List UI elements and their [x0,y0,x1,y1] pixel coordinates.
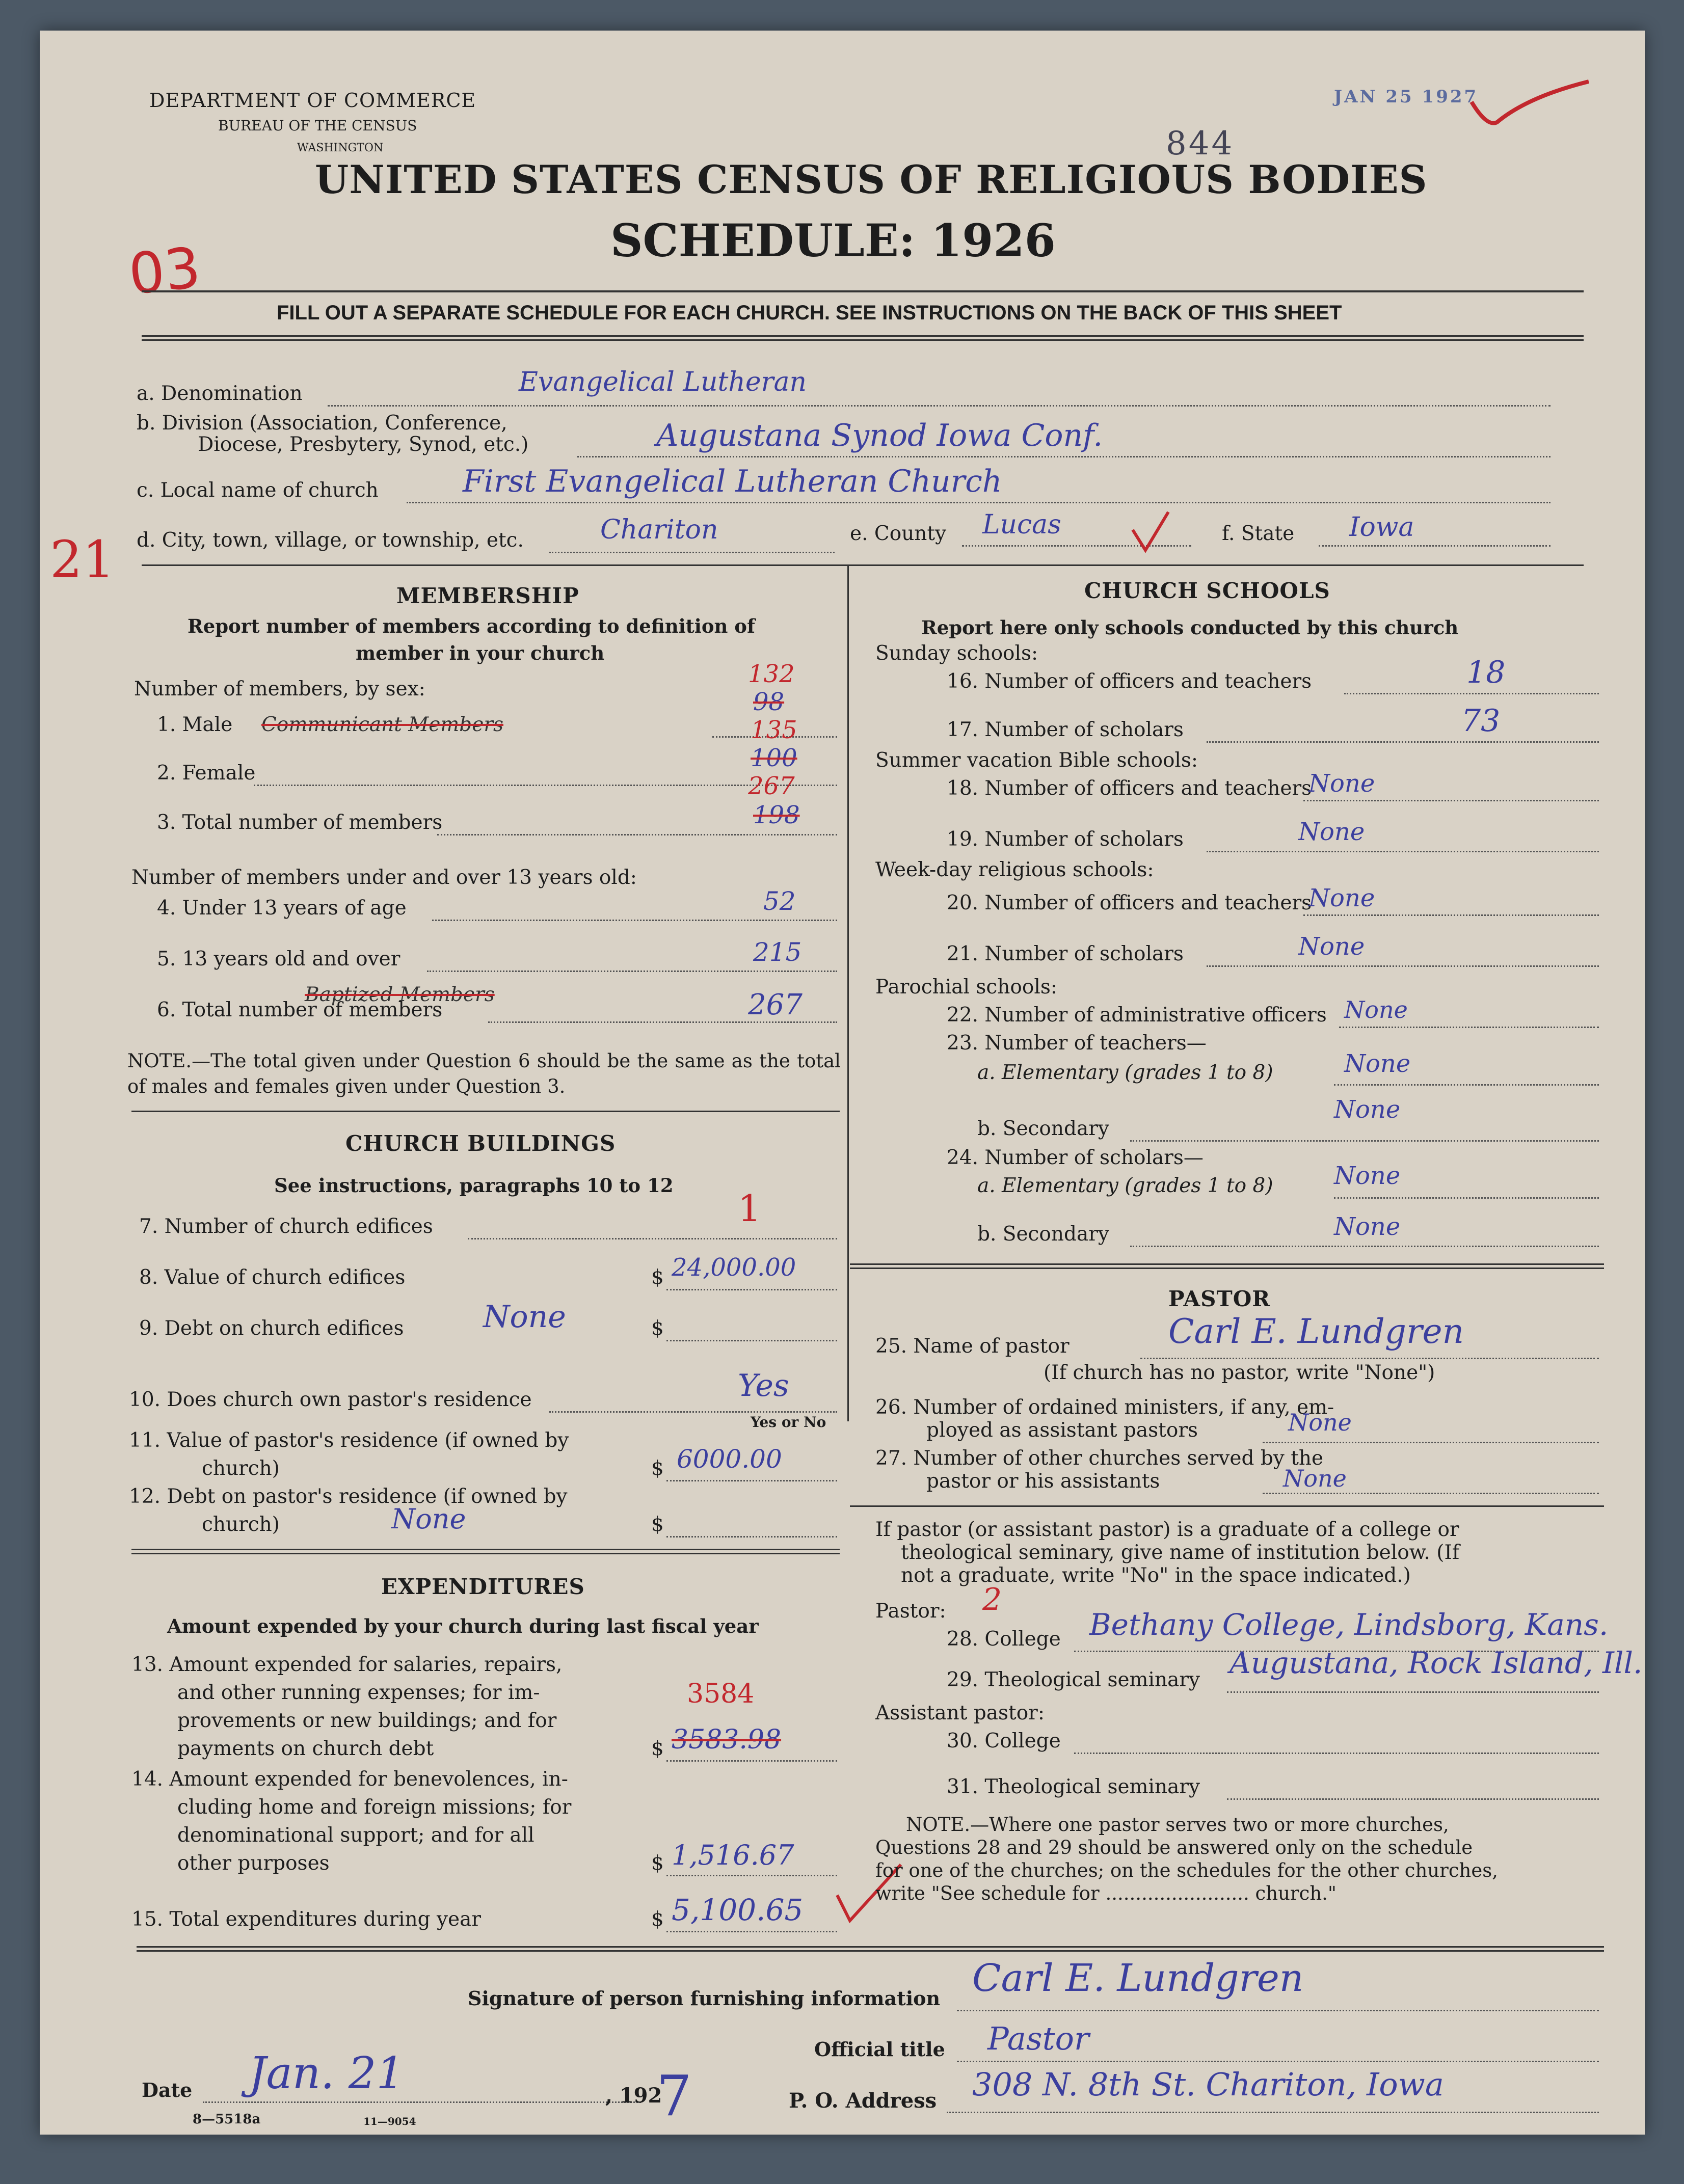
q10-yes-no-hint: Yes or No [751,1414,826,1431]
q3-total-value[interactable]: 267 [748,772,795,800]
buildings-heading: CHURCH BUILDINGS [345,1131,616,1156]
form-number: 8—5518a [193,2112,261,2127]
age-label: Number of members under and over 13 years old: [131,866,637,889]
po-address-line [947,2112,1599,2113]
q5-over-13-label: 5. 13 years old and over [157,948,400,970]
parochial-schools-label: Parochial schools: [875,976,1057,999]
q15-value[interactable]: 5,100.65 [672,1893,804,1927]
q27-label-2: pastor or his assistants [926,1470,1160,1493]
q27-label: 27. Number of other churches served by the [875,1447,1324,1470]
church-schools-sub: Report here only schools conducted by this church [921,616,1459,639]
q12-dollar: $ [651,1513,664,1536]
schedule-number-stamp: 844 [1166,125,1235,163]
q11-line [666,1480,837,1481]
q31-label: 31. Theological seminary [947,1775,1200,1798]
local-name-line [407,502,1551,503]
q13-line-4: payments on church debt [177,1737,434,1760]
division-line [577,456,1551,457]
date-label: Date [142,2079,193,2101]
buildings-sub: See instructions, paragraphs 10 to 12 [274,1174,674,1197]
official-title-line [957,2061,1599,2062]
assistant-pastor-label: Assistant pastor: [875,1702,1045,1724]
q6-total-label: 6. Total number of members [157,999,443,1021]
q4-line [432,920,837,921]
q13-line-1: 13. Amount expended for salaries, repairs, [131,1653,563,1676]
division-label: b. Division (Association, Conference, [137,412,507,435]
q29-value[interactable]: Augustana, Rock Island, Ill. [1229,1646,1643,1680]
membership-rule [131,1111,840,1112]
handwritten-code-mark: 03 [125,235,204,307]
signature-label: Signature of person furnishing information [468,1987,941,2010]
q6-line [488,1021,837,1023]
buildings-rule [131,1549,840,1550]
column-divider [847,565,849,1421]
q15-dollar: $ [651,1908,664,1931]
q20-line [1303,914,1599,916]
q23a-line [1334,1084,1599,1086]
q2-female-old-value: 100 [751,744,797,772]
q25-label: 25. Name of pastor [875,1335,1070,1358]
red-tick-icon [1130,509,1171,555]
q12-church-label: church) [202,1513,280,1536]
by-sex-label: Number of members, by sex: [134,678,425,700]
q7-edifices-value[interactable]: 1 [738,1187,761,1230]
q17-line [1207,741,1599,743]
division-label-2: Diocese, Presbytery, Synod, etc.) [198,433,529,456]
q29-line [1227,1691,1599,1693]
q29-label: 29. Theological seminary [947,1668,1200,1691]
q9-debt-value[interactable]: None [483,1299,566,1335]
q18-line [1303,800,1599,801]
header-rule-bottom-2 [142,339,1584,341]
q11-value[interactable]: 6000.00 [677,1444,782,1474]
year-printed: , 192 [605,2084,662,2108]
form-title: UNITED STATES CENSUS OF RELIGIOUS BODIES [315,157,1428,202]
q12-line [666,1536,837,1538]
pastor-mark: 2 [982,1582,1002,1617]
q13-corrected-value[interactable]: 3584 [687,1679,755,1709]
header-rule-top [142,290,1584,292]
q19-label: 19. Number of scholars [947,828,1184,851]
local-name-value[interactable]: First Evangelical Lutheran Church [463,464,1002,499]
q12-debt-label: 12. Debt on pastor's residence (if owned by [129,1485,568,1508]
q10-residence-label: 10. Does church own pastor's residence [129,1388,532,1411]
county-value[interactable]: Lucas [982,509,1061,540]
q23a-value[interactable]: None [1344,1049,1411,1078]
footer-rule [137,1946,1604,1948]
schools-rule-2 [850,1268,1604,1269]
q19-value[interactable]: None [1298,818,1365,846]
q13-line-3: provements or new buildings; and for [177,1709,557,1732]
q11-value-label: 11. Value of pastor's residence (if owned by [129,1429,569,1452]
q23b-line [1130,1140,1599,1142]
membership-note: NOTE.—The total given under Question 6 should be the same as the total of males and females given under Question 3. [127,1050,841,1097]
q20-value[interactable]: None [1308,884,1375,912]
q21-line [1207,965,1599,967]
q10-line [549,1411,837,1413]
q15-total-label: 15. Total expenditures during year [131,1908,481,1931]
separate-schedule-instruction: FILL OUT A SEPARATE SCHEDULE FOR EACH CHURCH. SEE INSTRUCTIONS ON THE BACK OF THIS SHEET [277,302,1342,324]
q13-line-2: and other running expenses; for im- [177,1681,540,1704]
q18-value[interactable]: None [1308,769,1375,798]
q5-line [427,970,837,972]
division-value[interactable]: Augustana Synod Iowa Conf. [656,418,1103,453]
footer-rule-2 [137,1950,1604,1952]
pastor-rule [850,1505,1604,1507]
q26-label: 26. Number of ordained ministers, if any, em- [875,1396,1334,1419]
q2-female-label: 2. Female [157,762,256,785]
q26-line [1263,1442,1599,1443]
q14-line-1: 14. Amount expended for benevolences, in- [131,1768,568,1791]
year-handwritten[interactable]: 7 [656,2063,692,2128]
expenditures-heading: EXPENDITURES [381,1574,585,1599]
grad-line-3: not a graduate, write "No" in the space indicated.) [901,1564,1411,1587]
q21-value[interactable]: None [1298,932,1365,961]
q11-dollar: $ [651,1457,664,1480]
county-label: e. County [850,522,947,545]
q6-struck-text: Baptized Members [305,983,495,1006]
q9-dollar: $ [651,1317,664,1340]
q4-under-13-value[interactable]: 52 [763,886,796,916]
q5-over-13-value[interactable]: 215 [753,937,802,967]
q13-value: 3583.98 [672,1724,782,1755]
q1-male-label: 1. Male [157,713,233,736]
q12-debt-value[interactable]: None [391,1503,466,1535]
q8-value[interactable]: 24,000.00 [672,1253,796,1282]
q3-total-label: 3. Total number of members [157,811,443,834]
q14-line-4: other purposes [177,1852,330,1875]
q27-value[interactable]: None [1283,1465,1347,1492]
q17-value[interactable]: 73 [1461,703,1501,739]
pastor-label: Pastor: [875,1600,946,1623]
pastor-note-2: Questions 28 and 29 should be answered only on the schedule [875,1837,1473,1858]
date-value[interactable]: Jan. 21 [249,2048,405,2099]
q22-line [1339,1027,1599,1028]
identity-rule [142,564,1584,566]
official-title-label: Official title [814,2038,945,2061]
q20-label: 20. Number of officers and teachers [947,892,1312,914]
pastor-note-4: write "See schedule for ........................ church." [875,1882,1336,1904]
q16-label: 16. Number of officers and teachers [947,670,1312,693]
q9-debt-label: 9. Debt on church edifices [139,1317,404,1340]
q30-label: 30. College [947,1730,1061,1752]
denomination-line [328,405,1551,407]
city-label: WASHINGTON [297,142,384,154]
expenditures-sub: Amount expended by your church during last fiscal year [167,1615,759,1637]
q25-pastor-name[interactable]: Carl E. Lundgren [1168,1312,1464,1351]
q1-male-value[interactable]: 132 [748,660,795,688]
q11-church-label: church) [202,1457,280,1480]
church-schools-heading: CHURCH SCHOOLS [1084,578,1330,603]
q25-hint: (If church has no pastor, write "None") [1044,1361,1435,1384]
header-rule-bottom [142,335,1584,337]
bureau-label: BUREAU OF THE CENSUS [218,117,417,134]
denomination-label: a. Denomination [137,382,303,405]
pastor-note-1: NOTE.—Where one pastor serves two or more churches, [906,1814,1449,1836]
q7-edifices-label: 7. Number of church edifices [139,1215,433,1238]
q1-struck-text: Communicant Members [261,713,503,736]
q30-line [1074,1752,1599,1754]
q31-line [1227,1798,1599,1800]
summer-schools-label: Summer vacation Bible schools: [875,749,1198,772]
membership-intro-2: member in your church [356,642,605,664]
official-title-value[interactable]: Pastor [987,2020,1089,2057]
q23b-label: b. Secondary [977,1117,1109,1140]
census-schedule-sheet [40,31,1645,2135]
q9-line [666,1340,837,1341]
q23b-value[interactable]: None [1334,1095,1401,1124]
q26-label-2: ployed as assistant pastors [926,1419,1198,1442]
q13-line [666,1760,837,1762]
q14-line-2: cluding home and foreign missions; for [177,1796,572,1819]
q2-female-value[interactable]: 135 [751,716,797,744]
state-line [1319,545,1551,547]
q24b-label: b. Secondary [977,1223,1109,1246]
q17-label: 17. Number of scholars [947,718,1184,741]
q16-line [1344,693,1599,694]
grad-line-1: If pastor (or assistant pastor) is a graduate of a college or [875,1518,1459,1541]
q24b-value[interactable]: None [1334,1212,1401,1241]
membership-heading: MEMBERSHIP [396,583,579,608]
q14-line [666,1875,837,1876]
q16-value[interactable]: 18 [1466,655,1506,690]
q24a-line [1334,1197,1599,1199]
weekday-schools-label: Week-day religious schools: [875,858,1154,881]
q8-dollar: $ [651,1266,664,1289]
q4-under-13-label: 4. Under 13 years of age [157,897,407,920]
q24a-value[interactable]: None [1334,1162,1401,1190]
q22-label: 22. Number of administrative officers [947,1004,1327,1027]
q23a-label: a. Elementary (grades 1 to 8) [977,1061,1273,1084]
q8-line [666,1289,837,1290]
schools-rule [850,1263,1604,1265]
received-date-stamp: JAN 25 1927 [1334,87,1479,107]
pastor-heading: PASTOR [1168,1286,1271,1311]
buildings-rule-2 [131,1553,840,1554]
signature-value[interactable]: Carl E. Lundgren [972,1956,1304,2000]
q8-value-label: 8. Value of church edifices [139,1266,406,1289]
q28-value[interactable]: Bethany College, Lindsborg, Kans. [1089,1607,1609,1642]
city-line [549,552,835,553]
state-value[interactable]: Iowa [1349,512,1414,543]
denomination-value[interactable]: Evangelical Lutheran [519,367,807,397]
q14-dollar: $ [651,1852,664,1875]
schedule-year-title: SCHEDULE: 1926 [610,214,1056,267]
q13-dollar: $ [651,1737,664,1760]
q7-line [468,1238,837,1239]
state-label: f. State [1222,522,1295,545]
q22-value[interactable]: None [1344,996,1408,1023]
red-check-mark-icon [1466,71,1599,132]
q14-value[interactable]: 1,516.67 [672,1839,794,1871]
q14-line-3: denominational support; and for all [177,1824,534,1847]
q15-line [666,1931,837,1932]
pastor-note-3: for one of the churches; on the schedules for the other churches, [875,1859,1499,1881]
q10-residence-value[interactable]: Yes [738,1368,789,1404]
q23-label: 23. Number of teachers— [947,1032,1207,1055]
q1-male-old-value: 98 [753,688,785,716]
department-label: DEPARTMENT OF COMMERCE [149,89,476,112]
q19-line [1207,851,1599,852]
print-number: 11—9054 [363,2115,416,2127]
local-name-label: c. Local name of church [137,479,379,502]
q3-total-old-value: 198 [753,801,800,829]
sunday-schools-label: Sunday schools: [875,642,1038,665]
q24a-label: a. Elementary (grades 1 to 8) [977,1174,1273,1197]
q27-line [1263,1493,1599,1494]
q24-label: 24. Number of scholars— [947,1146,1204,1169]
date-line [203,2101,641,2103]
handwritten-side-mark: 21 [50,530,115,589]
q24b-line [1130,1246,1599,1247]
grad-line-2: theological seminary, give name of institution below. (If [901,1541,1460,1564]
q3-line [437,834,837,835]
q6-total-value[interactable]: 267 [748,988,803,1021]
membership-intro: Report number of members according to definition of [188,615,755,637]
po-address-label: P. O. Address [789,2089,937,2113]
city-value[interactable]: Chariton [600,515,718,545]
signature-line [957,2010,1599,2011]
q28-label: 28. College [947,1628,1061,1651]
q18-label: 18. Number of officers and teachers [947,777,1312,800]
q25-line [1140,1358,1599,1359]
q26-value[interactable]: None [1288,1409,1352,1436]
po-address-value[interactable]: 308 N. 8th St. Chariton, Iowa [972,2066,1444,2103]
city-label: d. City, town, village, or township, etc. [137,529,524,552]
q21-label: 21. Number of scholars [947,942,1184,965]
